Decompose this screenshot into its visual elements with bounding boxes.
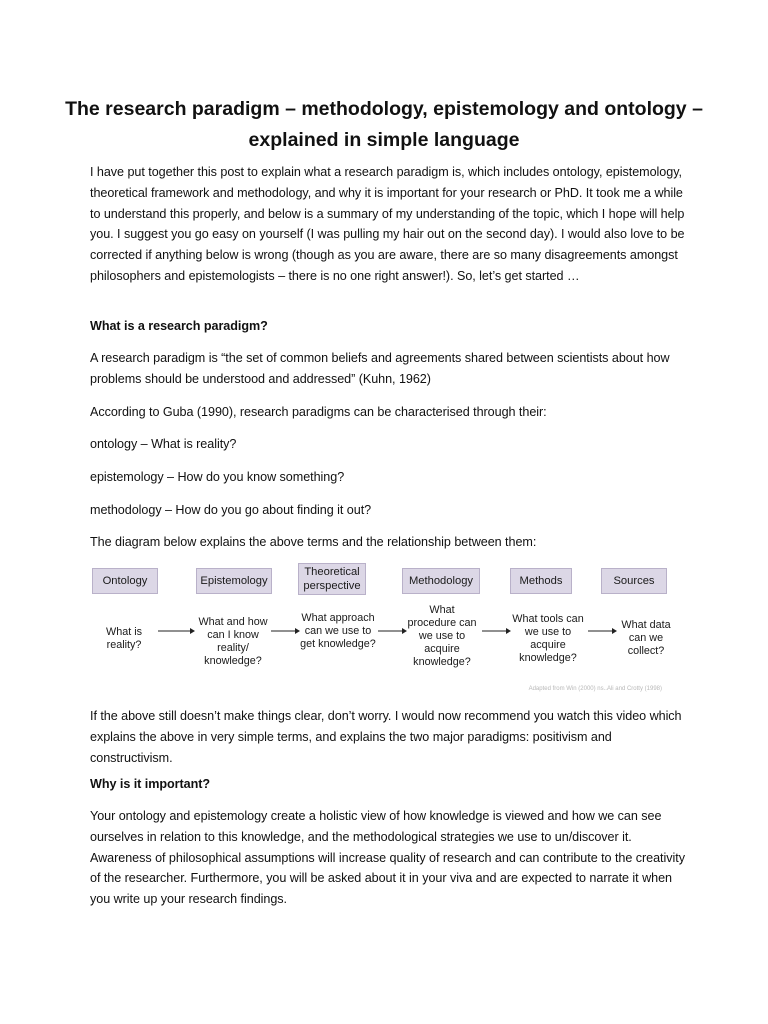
- box-methods: Methods: [510, 568, 572, 594]
- heading-what-is-paradigm: What is a research paradigm?: [90, 319, 268, 333]
- guba-paragraph: According to Guba (1990), research paradigms can be characterised through their:: [90, 405, 547, 419]
- question-reality: What is reality?: [106, 626, 142, 651]
- box-epistemology: Epistemology: [196, 568, 272, 594]
- intro-paragraph: I have put together this post to explain what a research paradigm is, which includes ontology, epistemology, theoretical framework and methodology, and why it is important for your research or PhD. It took me a while to understand this properly, and below is a summary of my understanding of the topic, which I hope will help you. I suggest you go easy on yourself (I was pulling my hair out on the second day). I would also love to be corrected if anything below is wrong (though as you are aware, there are so many disagreements amongst philosophers and epistemologists – there is no one right answer!). So, let’s get started …: [90, 165, 685, 283]
- question-know-reality: What and how can I know reality/ knowledge?: [198, 616, 268, 667]
- definition-paragraph: A research paradigm is “the set of common beliefs and agreements shared between scientists about how problems should be understood and addressed” (Kuhn, 1962): [90, 351, 670, 386]
- diagram-credit: Adapted from Win (2000) ns..Ali and Crotty (1998): [528, 686, 662, 692]
- box-ontology: Ontology: [92, 568, 158, 594]
- ontology-line: ontology – What is reality?: [90, 437, 237, 451]
- box-theoretical-perspective: Theoretical perspective: [298, 563, 366, 595]
- arrow-right-icon: [376, 626, 408, 636]
- diagram-intro-paragraph: The diagram below explains the above terms and the relationship between them:: [90, 535, 537, 549]
- arrow-right-icon: [586, 626, 618, 636]
- paradigm-diagram: [90, 560, 680, 692]
- arrow-right-icon: [156, 626, 196, 636]
- arrow-right-icon: [269, 626, 301, 636]
- question-tools: What tools can we use to acquire knowledge?: [512, 613, 584, 664]
- video-paragraph: If the above still doesn’t make things clear, don’t worry. I would now recommend you watch this video which explains the above in very simple terms, and explains the two major paradigms: positivism and constructivism.: [90, 709, 682, 765]
- heading-why-important: Why is it important?: [90, 777, 211, 791]
- question-approach: What approach can we use to get knowledge?: [300, 612, 376, 650]
- importance-paragraph: Your ontology and epistemology create a holistic view of how knowledge is viewed and how we can see ourselves in relation to this knowledge, and the methodological strategies we use to un/discover it. Awareness of philosophical assumptions will increase quality of research and can contribute to the creativity of the researcher. Furthermore, you will be asked about it in your viva and are expected to narrate it when you write up your research findings.: [90, 809, 685, 907]
- question-procedure: What procedure can we use to acquire knowledge?: [407, 604, 477, 668]
- methodology-line: methodology – How do you go about finding it out?: [90, 503, 372, 517]
- question-data: What data can we collect?: [621, 619, 671, 657]
- arrow-right-icon: [480, 626, 512, 636]
- box-sources: Sources: [601, 568, 667, 594]
- box-methodology: Methodology: [402, 568, 480, 594]
- epistemology-line: epistemology – How do you know something?: [90, 470, 345, 484]
- page-title: The research paradigm – methodology, epistemology and ontology – explained in simple language: [65, 98, 703, 151]
